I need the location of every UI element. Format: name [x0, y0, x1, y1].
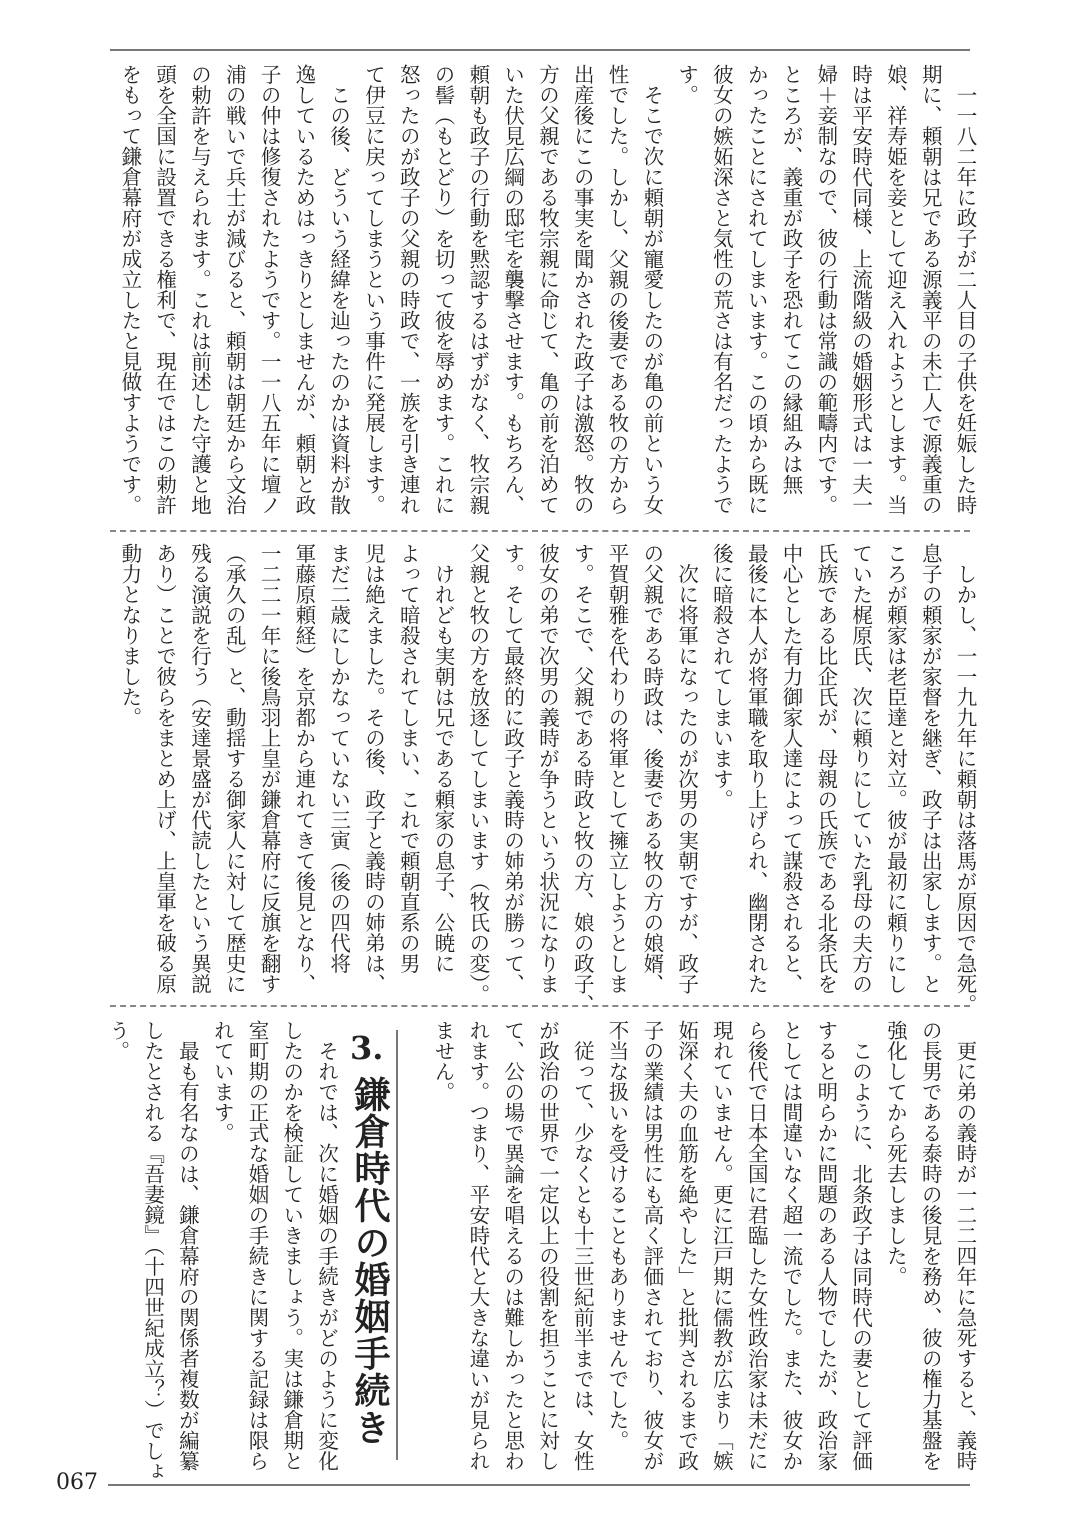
- section-title: 鎌倉時代の婚姻手続き: [349, 1076, 391, 1446]
- text-line: 彼女の弟で次男の義時が争うという状況になりま: [535, 543, 560, 994]
- bottom-rule: [108, 1484, 970, 1486]
- text-line: かったことにされてしまいます。この頃から既に: [744, 64, 769, 515]
- top-rule: [110, 49, 970, 51]
- text-line: 息子の頼家が家督を継ぎ、政子は出家します。と: [918, 543, 943, 994]
- text-line: 子の仲は修復されたようです。一一八五年に壇ノ: [257, 64, 282, 515]
- text-line: 期に、頼朝は兄である源義平の未亡人で源義重の: [918, 64, 943, 515]
- text-block-4: [100, 1020, 344, 1481]
- text-block-2: [112, 543, 982, 1015]
- text-line: よって暗殺されてしまい、これで頼朝直系の男: [396, 543, 421, 974]
- text-line: したのかを検証していきましょう。実は鎌倉期と: [279, 1020, 304, 1471]
- text-line: まだ二歳にしかなっていない三寅（後の四代将: [326, 543, 351, 974]
- section-number: 3.: [350, 1029, 384, 1067]
- text-line: の勅許を与えられます。これは前述した守護と地: [187, 64, 212, 515]
- text-line: 婦＋妾制なので、彼の行動は常識の範疇内です。: [813, 64, 838, 515]
- text-line: 残る演説を行う（安達景盛が代読したという異説: [187, 543, 212, 994]
- text-line: あり）ことで彼らをまとめ上げ、上皇軍を破る原: [152, 543, 177, 994]
- text-line: 児は絶えました。その後、政子と義時の姉弟は、: [361, 543, 386, 994]
- text-line: 氏族である比企氏が、母親の氏族である北条氏を: [813, 543, 838, 994]
- text-line: 方の父親である牧宗親に命じて、亀の前を泊めて: [535, 64, 560, 515]
- text-line: 一一八二年に政子が二人目の子供を妊娠した時: [953, 64, 977, 515]
- text-line: 性でした。しかし、父親の後妻である牧の方から: [605, 64, 630, 515]
- text-line: れます。つまり、平安時代と大きな違いが見られ: [465, 1020, 490, 1471]
- text-line: 動力となりました。: [117, 543, 142, 728]
- text-line: このように、北条政子は同時代の妻として評価: [848, 1020, 873, 1471]
- text-block-1: [112, 64, 982, 515]
- text-line: ころが頼家は老臣達と対立。彼が最初に頼りにし: [883, 543, 908, 994]
- text-line: 強化してから死去しました。: [883, 1020, 908, 1287]
- text-line: 彼女の嫉妬深さと気性の荒さは有名だったようで: [709, 64, 734, 515]
- text-line: 逸しているためはっきりとしませんが、頼朝と政: [291, 64, 316, 515]
- text-block-3: [425, 1020, 982, 1471]
- text-line: 出産後にこの事実を聞かされた政子は激怒。牧の: [570, 64, 595, 515]
- text-line: けれども実朝は兄である頼家の息子、公暁に: [431, 543, 456, 974]
- text-line: 頭を全国に設置できる権利で、現在ではこの勅許: [152, 64, 177, 515]
- text-line: う。: [105, 1020, 130, 1061]
- dashed-divider: [110, 530, 970, 532]
- text-line: て、公の場で異論を唱えるのは難しかったと思わ: [500, 1020, 525, 1471]
- text-line: 後に暗殺されてしまいます。: [709, 543, 734, 810]
- text-line: それでは、次に婚姻の手続きがどのように変化: [314, 1020, 339, 1471]
- text-line: すると明らかに問題のある人物でしたが、政治家: [813, 1020, 838, 1471]
- text-line: 中心とした有力御家人達によって謀殺されると、: [779, 543, 804, 994]
- text-line: 更に弟の義時が一二二四年に急死すると、義時: [953, 1020, 977, 1471]
- text-line: て伊豆に戻ってしまうという事件に発展します。: [361, 64, 386, 515]
- page-number: 067: [56, 1470, 98, 1495]
- text-line: をもって鎌倉幕府が成立したと見做すようです。: [117, 64, 142, 515]
- text-line: 次に将軍になったのが次男の実朝ですが、政子: [674, 543, 699, 994]
- text-line: 子の業績は男性にも高く評価されており、彼女が: [639, 1020, 664, 1471]
- text-line: （承久の乱）と、動揺する御家人に対して歴史に: [222, 543, 247, 994]
- section-heading: [346, 1028, 392, 1468]
- heading-rule: [396, 1030, 398, 1460]
- text-line: 妬深く夫の血筋を絶やした」と批判されるまで政: [674, 1020, 699, 1471]
- text-line: ら後代で日本全国に君臨した女性政治家は未だに: [744, 1020, 769, 1471]
- text-line: 不当な扱いを受けることもありませんでした。: [605, 1020, 630, 1451]
- text-line: の父親である時政は、後妻である牧の方の娘婿、: [639, 543, 664, 994]
- text-line: 軍藤原頼経）を京都から連れてきて後見となり、: [291, 543, 316, 994]
- text-line: れています。: [210, 1020, 235, 1143]
- text-line: 従って、少なくとも十三世紀前半までは、女性: [570, 1020, 595, 1471]
- text-line: そこで次に頼朝が寵愛したのが亀の前という女: [639, 64, 664, 515]
- text-line: ません。: [431, 1020, 456, 1102]
- text-line: ていた梶原氏、次に頼りにしていた乳母の夫方の: [848, 543, 873, 994]
- text-line: 父親と牧の方を放逐してしまいます（牧氏の変）。: [465, 543, 490, 1005]
- text-line: の長男である泰時の後見を務め、彼の権力基盤を: [918, 1020, 943, 1471]
- text-line: 娘、祥寿姫を妾として迎え入れようとします。当: [883, 64, 908, 515]
- text-line: 現れていません。更に江戸期に儒教が広まり「嫉: [709, 1020, 734, 1471]
- text-line: ところが、義重が政子を恐れてこの縁組みは無: [779, 64, 804, 495]
- text-line: す。: [674, 64, 699, 105]
- text-line: 時は平安時代同様、上流階級の婚姻形式は一夫一: [848, 64, 873, 515]
- text-line: 浦の戦いで兵士が減びると、頼朝は朝廷から文治: [222, 64, 247, 515]
- text-line: 室町期の正式な婚姻の手続きに関する記録は限ら: [244, 1020, 269, 1471]
- text-line: したとされる『吾妻鏡』（十四世紀成立？）でしょ: [140, 1020, 165, 1482]
- text-line: いた伏見広綱の邸宅を襲撃させます。もちろん、: [500, 64, 525, 515]
- text-line: の髻（もとどり）を切って彼を辱めます。これに: [431, 64, 456, 515]
- text-line: 平賀朝雅を代わりの将軍として擁立しようとしま: [605, 543, 630, 994]
- text-line: この後、どういう経緯を辿ったのかは資料が散: [326, 64, 351, 515]
- text-line: す。そして最終的に政子と義時の姉弟が勝って、: [500, 543, 525, 994]
- text-line: 頼朝も政子の行動を黙認するはずがなく、牧宗親: [465, 64, 490, 515]
- text-line: しかし、一一九九年に頼朝は落馬が原因で急死。: [953, 543, 977, 1015]
- text-line: 一二二一年に後鳥羽上皇が鎌倉幕府に反旗を翻す: [257, 543, 282, 994]
- text-line: が政治の世界で一定以上の役割を担うことに対し: [535, 1020, 560, 1471]
- text-line: 最も有名なのは、鎌倉幕府の関係者複数が編纂: [175, 1020, 200, 1471]
- text-line: としては間違いなく超一流でした。また、彼女か: [779, 1020, 804, 1471]
- text-line: す。そこで、父親である時政と牧の方、娘の政子、: [570, 543, 595, 1015]
- text-line: 最後に本人が将軍職を取り上げられ、幽閉された: [744, 543, 769, 994]
- text-line: 怒ったのが政子の父親の時政で、一族を引き連れ: [396, 64, 421, 515]
- dashed-divider: [110, 1005, 970, 1007]
